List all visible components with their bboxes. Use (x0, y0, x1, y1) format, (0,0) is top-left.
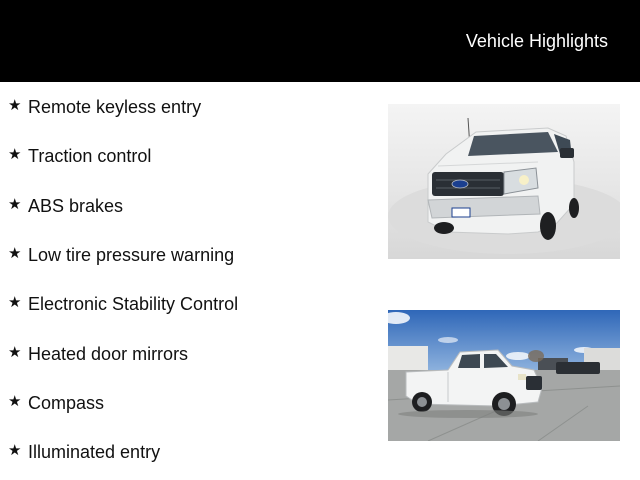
star-icon: ★ (8, 344, 22, 361)
feature-item (8, 243, 234, 267)
feature-label: Heated door mirrors (28, 343, 189, 364)
vehicle-photo-side[interactable] (388, 310, 620, 441)
star-icon: ★ (8, 442, 22, 459)
star-icon: ★ (8, 97, 22, 114)
star-icon: ★ (8, 146, 22, 163)
feature-label: Compass (28, 392, 105, 413)
star-icon: ★ (8, 196, 22, 213)
star-icon: ★ (8, 245, 22, 262)
feature-label: Illuminated entry (28, 441, 161, 462)
header-bar (0, 0, 640, 82)
star-icon: ★ (8, 393, 22, 410)
feature-label: ABS brakes (28, 195, 124, 216)
feature-item (8, 194, 123, 218)
feature-item (8, 95, 201, 119)
feature-item (8, 144, 151, 168)
star-icon: ★ (8, 294, 22, 311)
feature-label: Electronic Stability Control (28, 293, 239, 314)
feature-label: Low tire pressure warning (28, 244, 235, 265)
feature-item (8, 391, 104, 415)
feature-item (8, 342, 188, 366)
page-title: Vehicle Highlights (465, 31, 608, 51)
feature-item (8, 292, 238, 316)
feature-label: Traction control (28, 145, 152, 166)
feature-item (8, 440, 160, 464)
vehicle-photo-front[interactable] (388, 104, 620, 259)
feature-label: Remote keyless entry (28, 96, 202, 117)
